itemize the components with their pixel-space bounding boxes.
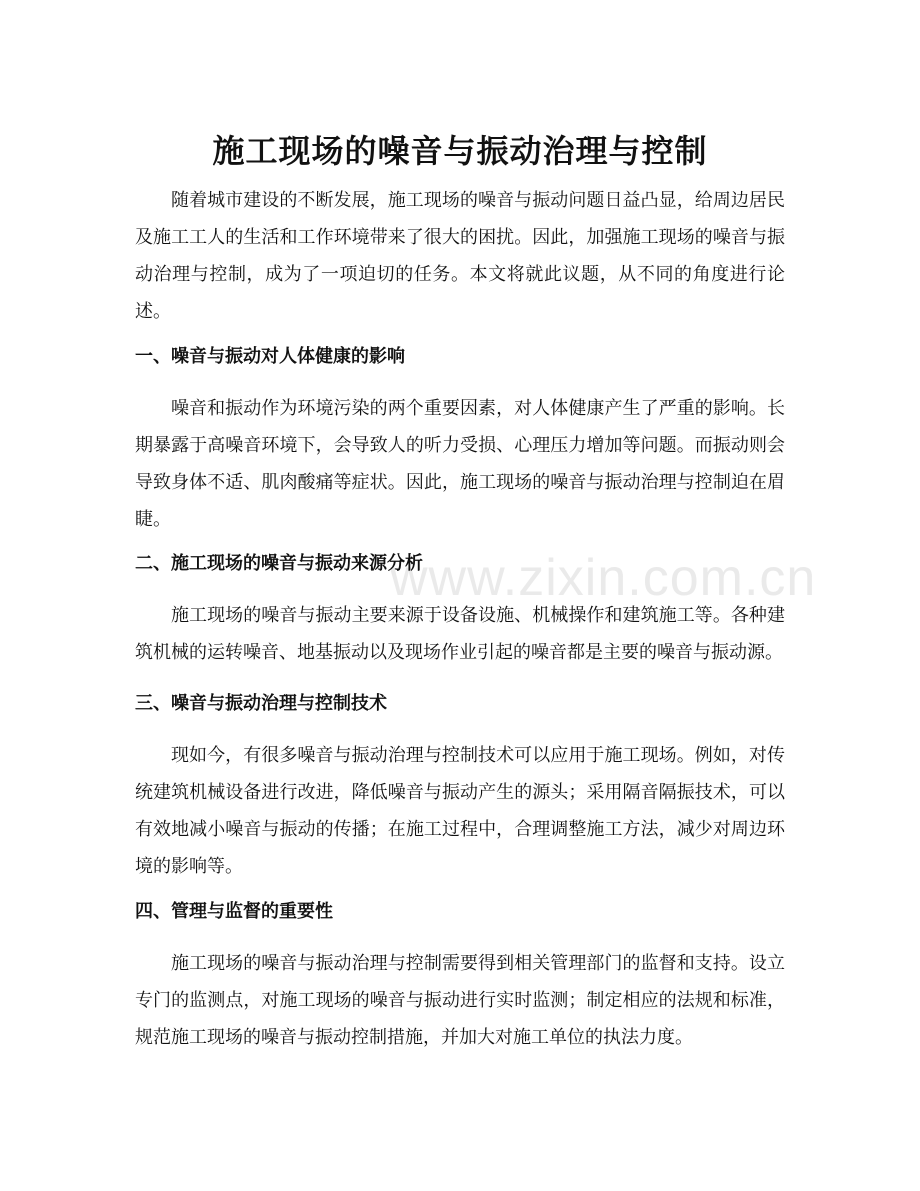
section-body-4: 施工现场的噪音与振动治理与控制需要得到相关管理部门的监督和支持。设立专门的监测点，对施工现场的噪音与振动进行实时监测；制定相应的法规和标准，规范施工现场的噪音与振动控制措施，并加大对施工单位的执法力度。 bbox=[135, 953, 785, 1048]
section-body-2: 施工现场的噪音与振动主要来源于设备设施、机械操作和建筑施工等。各种建筑机械的运转噪音、地基振动以及现场作业引起的噪音都是主要的噪音与振动源。 bbox=[135, 605, 785, 663]
section-body-3: 现如今，有很多噪音与振动治理与控制技术可以应用于施工现场。例如，对传统建筑机械设备进行改进，降低噪音与振动产生的源头；采用隔音隔振技术，可以有效地减小噪音与振动的传播；在施工过程中，合理调整施工方法，减少对周边环境的影响等。 bbox=[135, 745, 785, 877]
section-heading-3: 三、噪音与振动治理与控制技术 bbox=[135, 693, 387, 714]
page-title: 施工现场的噪音与振动治理与控制 bbox=[212, 132, 708, 171]
section-heading-2: 二、施工现场的噪音与振动来源分析 bbox=[135, 553, 423, 574]
intro-paragraph: 随着城市建设的不断发展，施工现场的噪音与振动问题日益凸显，给周边居民及施工工人的生活和工作环境带来了很大的困扰。因此，加强施工现场的噪音与振动治理与控制，成为了一项迫切的任务。本文将就此议题，从不同的角度进行论述。 bbox=[135, 190, 785, 322]
watermark: www.zixin.com.cn bbox=[390, 549, 817, 607]
section-heading-1: 一、噪音与振动对人体健康的影响 bbox=[135, 346, 405, 367]
section-body-1: 噪音和振动作为环境污染的两个重要因素，对人体健康产生了严重的影响。长期暴露于高噪音环境下，会导致人的听力受损、心理压力增加等问题。而振动则会导致身体不适、肌肉酸痛等症状。因此，施工现场的噪音与振动治理与控制迫在眉睫。 bbox=[135, 398, 785, 530]
section-heading-4: 四、管理与监督的重要性 bbox=[135, 901, 333, 922]
